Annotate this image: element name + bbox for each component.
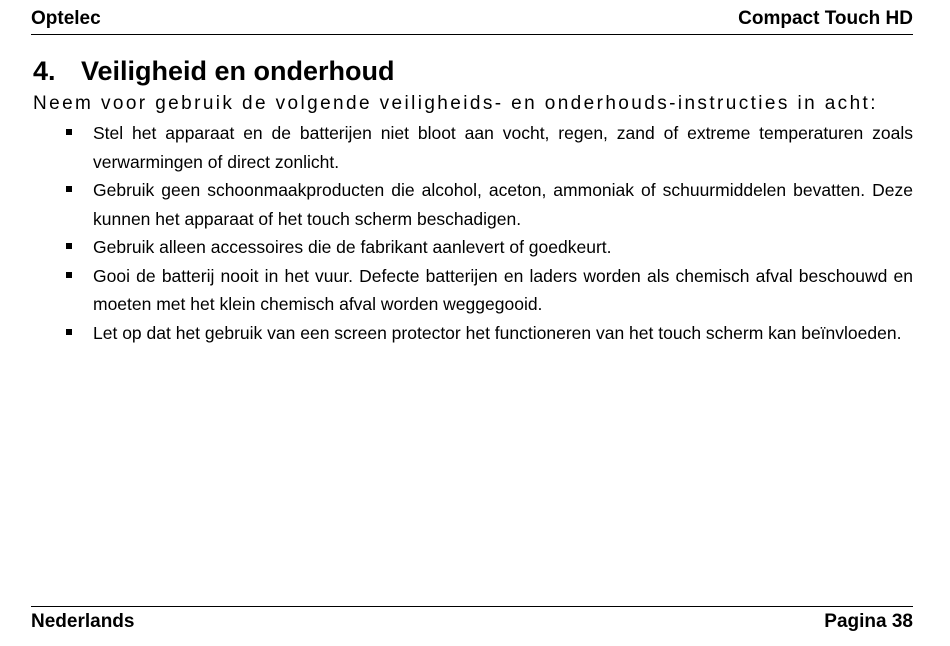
section-title: Veiligheid en onderhoud (81, 56, 395, 86)
bullet-square-icon (63, 233, 93, 262)
bullet-square-icon (63, 119, 93, 148)
list-item-text: Gebruik geen schoonmaakproducten die alcohol, aceton, ammoniak of schuurmiddelen bevatten. Deze kunnen het apparaat of het touch scherm beschadigen. (93, 180, 913, 229)
list-item-text: Let op dat het gebruik van een screen protector het functioneren van het touch scherm kan beïnvloeden. (93, 322, 902, 343)
footer-page-number: Pagina 38 (824, 611, 913, 632)
bullet-square-icon (63, 319, 93, 348)
section-heading (33, 55, 395, 87)
header-brand: Optelec (31, 8, 101, 29)
section-intro: Neem voor gebruik de volgende veiligheids- en onderhouds-instructies in acht: (33, 93, 878, 114)
section-number: 4. (33, 56, 56, 86)
header-product: Compact Touch HD (738, 8, 913, 29)
bullet-square-icon (63, 262, 93, 291)
bullet-square-icon (63, 176, 93, 205)
list-item-text: Gooi de batterij nooit in het vuur. Defecte batterijen en laders worden als chemisch afval beschouwd en moeten met het klein chemisch afval worden weggegooid. (93, 265, 913, 314)
list-item-text: Gebruik alleen accessoires die de fabrikant aanlevert of goedkeurt. (93, 237, 612, 257)
page-header (31, 8, 913, 35)
list-item (63, 233, 913, 262)
list-item (63, 119, 913, 176)
footer-language: Nederlands (31, 611, 135, 632)
list-item (63, 176, 913, 233)
list-item (63, 319, 913, 348)
list-item-text: Stel het apparaat en de batterijen niet bloot aan vocht, regen, zand of extreme temperaturen zoals verwarmingen of direct zonlicht. (93, 123, 913, 172)
list-item (63, 262, 913, 319)
instruction-list (63, 119, 913, 347)
page-footer (31, 606, 913, 633)
